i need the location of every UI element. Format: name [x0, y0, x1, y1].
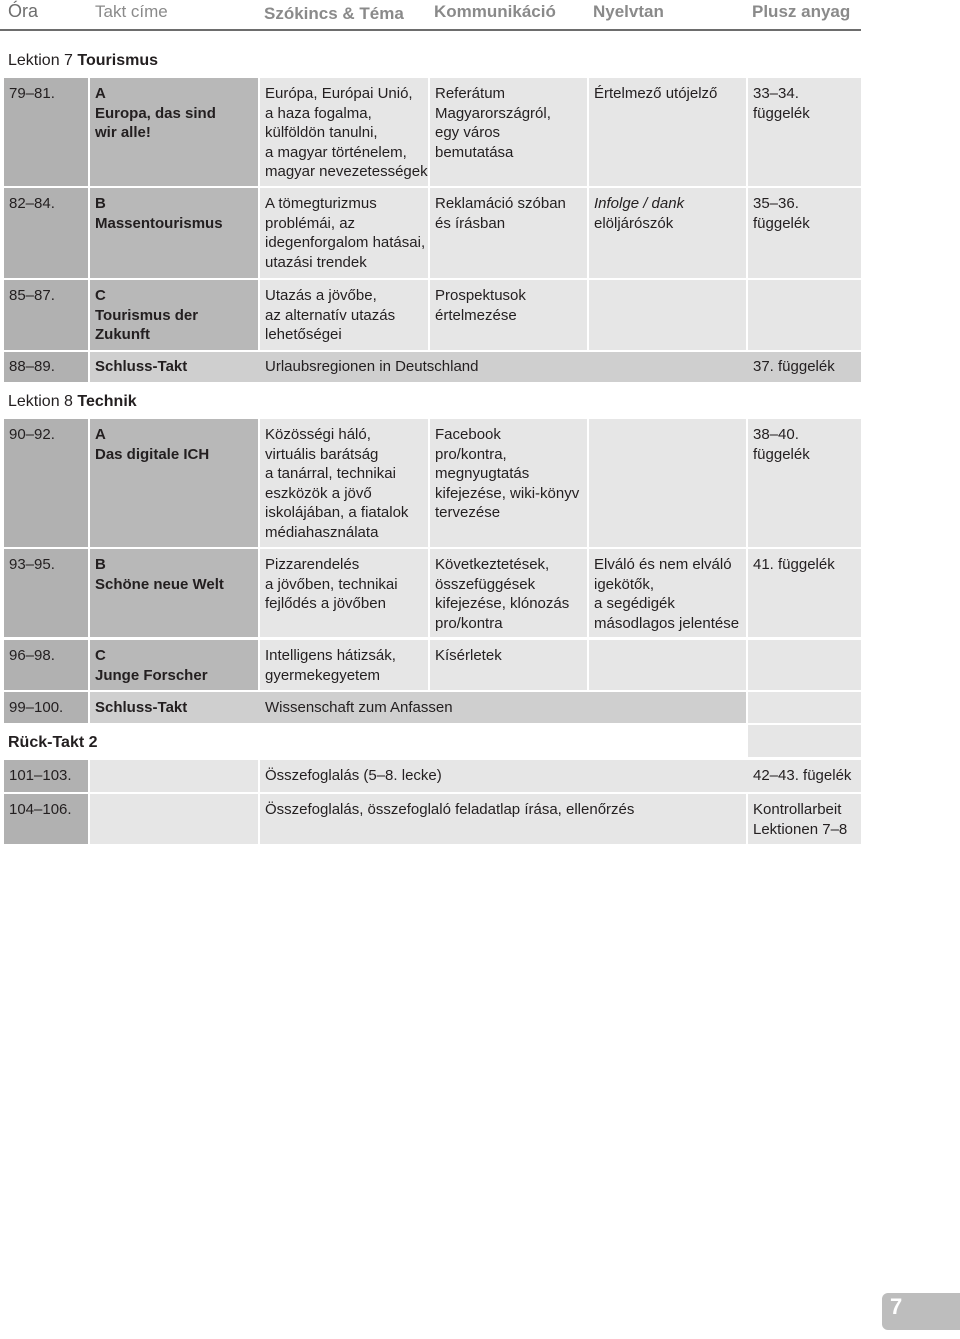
header-plusz: Plusz anyag — [752, 2, 851, 21]
spacer-cell — [90, 760, 258, 792]
komm-line: Kísérletek — [435, 647, 502, 664]
section-number: Lektion 8 — [8, 393, 73, 410]
nyelvtan-cell — [589, 78, 746, 186]
komm-line: Következtetések, — [435, 556, 550, 573]
ora-cell — [4, 760, 88, 792]
komm-cell — [430, 188, 587, 278]
schluss-takt-label: Schluss-Takt — [95, 699, 188, 716]
page-number-tab — [882, 1293, 960, 1330]
nyelvtan-line: a segédigék — [594, 595, 675, 613]
ora-cell — [4, 280, 88, 350]
plusz-line: függelék — [753, 104, 810, 122]
takt-letter: B — [95, 195, 106, 212]
szokincs-line: fejlődés a jövőben — [265, 595, 386, 613]
nyelvtan-line: Értelmező utójelző — [594, 85, 718, 102]
takt-letter: A — [95, 85, 106, 102]
section-lektion-7 — [8, 51, 158, 71]
szokincs-line: Közösségi háló, — [265, 426, 371, 443]
plusz-line: 41. függelék — [753, 556, 835, 573]
takt-line: Junge Forscher — [95, 666, 208, 684]
nyelvtan-cell — [589, 188, 746, 278]
szokincs-cell — [260, 640, 428, 690]
ora: 99–100. — [9, 699, 64, 716]
szokincs-line: a haza fogalma, — [265, 104, 372, 122]
komm-line: értelmezése — [435, 306, 517, 324]
plusz-cell — [748, 640, 861, 690]
komm-line: Referátum — [435, 85, 506, 102]
section-title: Technik — [77, 393, 137, 410]
nyelvtan-cell — [589, 640, 746, 690]
ora: 79–81. — [9, 85, 55, 102]
komm-line: pro/kontra, — [435, 445, 507, 463]
szokincs-line: iskolájában, a fiatalok — [265, 504, 409, 522]
nyelvtan-cell — [589, 419, 746, 547]
szokincs-line: Európa, Európai Unió, — [265, 85, 413, 102]
rueck-takt-spacer — [4, 725, 861, 757]
komm-cell — [430, 549, 587, 637]
szokincs-line: Intelligens hátizsák, — [265, 647, 396, 664]
ora: 93–95. — [9, 556, 55, 573]
nyelvtan-italic: Infolge / dank — [594, 195, 685, 212]
szokincs-line: utazási trendek — [265, 253, 367, 271]
szokincs-cell — [260, 188, 428, 278]
summary-cell — [260, 794, 746, 844]
table-row — [4, 419, 861, 547]
ora: 82–84. — [9, 195, 55, 212]
takt-line: Massentourismus — [95, 214, 223, 232]
schluss-takt-label: Schluss-Takt — [95, 358, 188, 375]
nyelvtan-cell — [589, 280, 746, 350]
szokincs-line: virtuális barátság — [265, 445, 379, 463]
komm-line: tervezése — [435, 504, 501, 522]
plusz-cell — [748, 188, 861, 278]
plusz-cell — [748, 419, 861, 547]
plusz-line: függelék — [753, 445, 810, 463]
table-row-schluss — [4, 692, 861, 723]
ora: 88–89. — [9, 358, 55, 375]
komm-line: kifejezése, wiki-könyv — [435, 484, 580, 502]
header-ora: Óra — [8, 1, 39, 21]
header-divider — [0, 29, 861, 31]
schluss-cell — [90, 352, 861, 382]
ora: 96–98. — [9, 647, 55, 664]
plusz-line: 42–43. fügelék — [753, 767, 852, 784]
szokincs-line: idegenforgalom hatásai, — [265, 234, 426, 252]
ora-cell — [4, 692, 88, 723]
ora: 90–92. — [9, 426, 55, 443]
komm-cell — [430, 78, 587, 186]
szokincs-line: a magyar történelem, — [265, 143, 407, 161]
komm-line: bemutatása — [435, 143, 514, 161]
table-row — [4, 188, 861, 278]
table-row — [4, 280, 861, 350]
ora-cell — [4, 419, 88, 547]
section-title: Rück-Takt 2 — [8, 734, 98, 751]
szokincs-line: a tanárral, technikai — [265, 465, 396, 483]
takt-cell — [90, 280, 258, 350]
ora-cell — [4, 640, 88, 690]
ora-cell — [4, 78, 88, 186]
takt-cell — [90, 549, 258, 637]
komm-line: egy város — [435, 124, 501, 142]
section-title: Tourismus — [77, 52, 158, 69]
szokincs-line: médiahasználata — [265, 523, 379, 541]
takt-line: Schöne neue Welt — [95, 575, 224, 593]
table-row — [4, 794, 861, 844]
komm-line: pro/kontra — [435, 614, 503, 632]
table-row — [4, 78, 861, 186]
plusz-line: 37. függelék — [753, 358, 835, 375]
komm-line: kifejezése, klónozás — [435, 595, 570, 613]
komm-cell — [430, 419, 587, 547]
ora-cell — [4, 352, 88, 382]
plusz-line: 38–40. — [753, 426, 799, 443]
nyelvtan-line: Elváló és nem elváló — [594, 556, 732, 573]
plusz-line: függelék — [753, 214, 810, 232]
ora: 101–103. — [9, 767, 72, 784]
table-row — [4, 760, 861, 792]
nyelvtan-line: igekötők, — [594, 575, 655, 593]
komm-cell — [430, 640, 587, 690]
szokincs-line: Pizzarendelés — [265, 556, 360, 573]
page-number: 7 — [890, 1294, 903, 1319]
ora: 104–106. — [9, 801, 72, 818]
plusz-cell — [748, 692, 861, 723]
komm-line: Reklamáció szóban — [435, 195, 566, 212]
szokincs-line: gyermekegyetem — [265, 666, 381, 684]
nyelvtan-cell — [589, 549, 746, 637]
ora-cell — [4, 188, 88, 278]
szokincs-line: az alternatív utazás — [265, 306, 396, 324]
table-row — [4, 640, 861, 690]
szokincs-line: Utazás a jövőbe, — [265, 287, 377, 304]
komm-line: és írásban — [435, 214, 506, 232]
szokincs-line: a jövőben, technikai — [265, 575, 398, 593]
takt-cell — [90, 419, 258, 547]
komm-line: Prospektusok — [435, 287, 526, 304]
takt-line: Zukunft — [95, 326, 150, 344]
takt-line: wir alle! — [95, 124, 151, 142]
szokincs-line: magyar nevezetességek — [265, 163, 428, 181]
header-szokincs: Szókincs & Téma — [264, 4, 404, 23]
komm-line: megnyugtatás — [435, 465, 530, 483]
plusz-line: Lektionen 7–8 — [753, 820, 848, 838]
schluss-topic: Urlaubsregionen in Deutschland — [265, 358, 479, 375]
komm-cell — [430, 280, 587, 350]
szokincs-cell — [260, 549, 428, 637]
takt-letter: A — [95, 426, 106, 443]
szokincs-cell — [260, 280, 428, 350]
szokincs-line: A tömegturizmus — [265, 195, 377, 212]
szokincs-line: eszközök a jövő — [265, 484, 372, 502]
nyelvtan-line: elöljárószók — [594, 214, 674, 232]
ora: 85–87. — [9, 287, 55, 304]
szokincs-line: problémái, az — [265, 214, 356, 232]
szokincs-cell — [260, 78, 428, 186]
komm-line: Magyarországról, — [435, 104, 551, 122]
summary-cell — [260, 760, 861, 792]
szokincs-line: külföldön tanulni, — [265, 124, 378, 142]
takt-line: Europa, das sind — [95, 104, 216, 122]
takt-cell — [90, 78, 258, 186]
takt-line: Tourismus der — [95, 306, 199, 324]
plusz-line: 33–34. — [753, 85, 799, 102]
header-takt-cime: Takt címe — [95, 2, 168, 21]
header-kommunikacio: Kommunikáció — [434, 2, 556, 21]
takt-letter: C — [95, 287, 106, 304]
header-nyelvtan: Nyelvtan — [593, 2, 664, 21]
section-lektion-8 — [8, 392, 137, 412]
section-number: Lektion 7 — [8, 52, 73, 69]
plusz-line: Kontrollarbeit — [753, 801, 842, 818]
summary-text: Összefoglalás, összefoglaló feladatlap írása, ellenőrzés — [265, 801, 635, 818]
plusz-cell — [748, 280, 861, 350]
spacer-cell — [90, 794, 258, 844]
komm-line: összefüggések — [435, 575, 536, 593]
table-row-schluss — [4, 352, 861, 382]
takt-letter: C — [95, 647, 106, 664]
plusz-cell — [748, 549, 861, 637]
schluss-topic: Wissenschaft zum Anfassen — [265, 699, 453, 716]
ora-cell — [4, 794, 88, 844]
table-row — [4, 549, 861, 637]
takt-line: Das digitale ICH — [95, 445, 210, 463]
schluss-cell — [90, 692, 746, 723]
szokincs-line: lehetőségei — [265, 326, 342, 344]
nyelvtan-line: másodlagos jelentése — [594, 614, 740, 632]
summary-text: Összefoglalás (5–8. lecke) — [265, 767, 442, 784]
takt-cell — [90, 640, 258, 690]
takt-cell — [90, 188, 258, 278]
plusz-cell — [748, 725, 861, 757]
szokincs-cell — [260, 419, 428, 547]
plusz-line: 35–36. — [753, 195, 799, 212]
komm-line: Facebook — [435, 426, 501, 443]
plusz-cell — [748, 794, 861, 844]
ora-cell — [4, 549, 88, 637]
takt-letter: B — [95, 556, 106, 573]
plusz-cell — [748, 78, 861, 186]
